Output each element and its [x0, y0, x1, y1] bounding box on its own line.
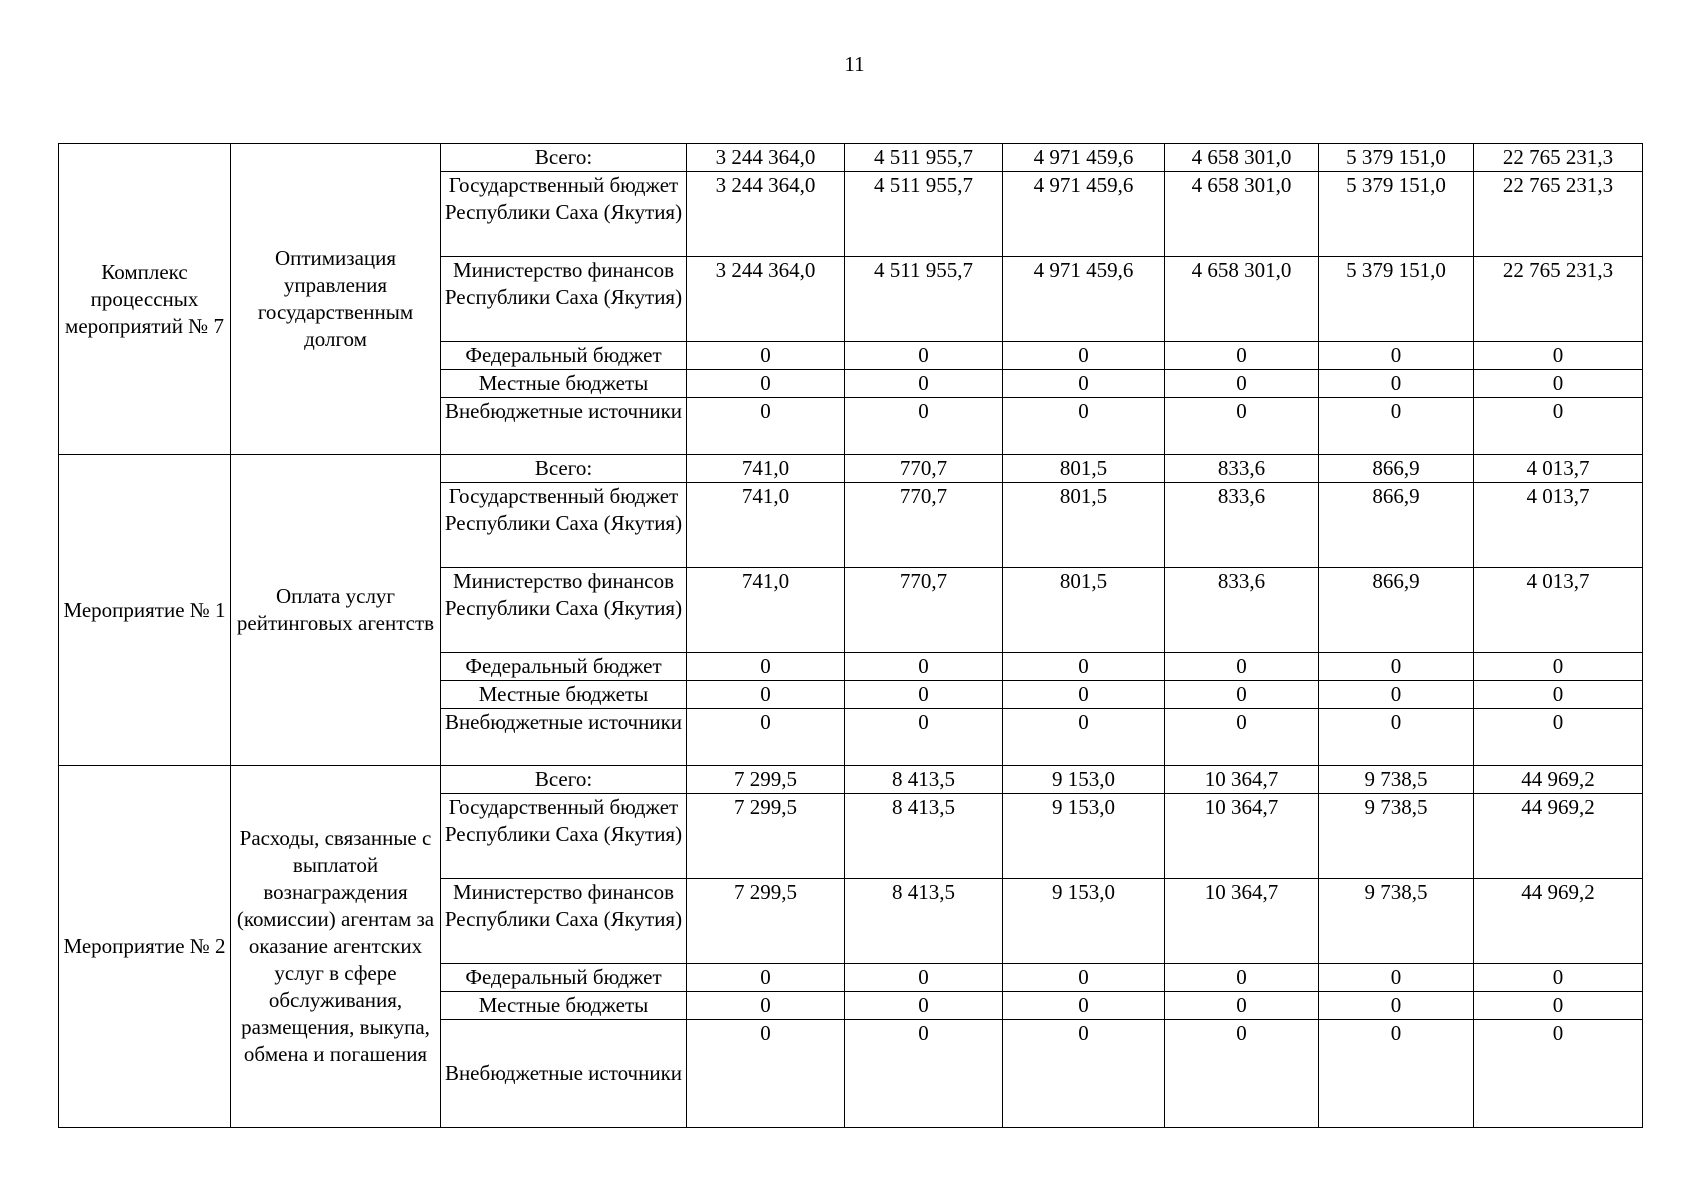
total-value-cell: 22 765 231,3	[1474, 257, 1643, 342]
year-value-cell: 0	[1165, 370, 1319, 398]
total-value-cell: 44 969,2	[1474, 879, 1643, 964]
table-row	[59, 766, 1643, 794]
total-value-cell: 4 013,7	[1474, 483, 1643, 568]
program-cell: Мероприятие № 2	[59, 766, 231, 1128]
year-value-cell: 0	[845, 342, 1003, 370]
year-value-cell: 0	[845, 370, 1003, 398]
total-value-cell: 0	[1474, 681, 1643, 709]
year-value-cell: 8 413,5	[845, 766, 1003, 794]
year-value-cell: 4 658 301,0	[1165, 144, 1319, 172]
year-value-cell: 801,5	[1003, 483, 1165, 568]
total-value-cell: 0	[1474, 370, 1643, 398]
year-value-cell: 0	[1003, 681, 1165, 709]
year-value-cell: 0	[1003, 342, 1165, 370]
year-value-cell: 833,6	[1165, 568, 1319, 653]
total-value-cell: 22 765 231,3	[1474, 172, 1643, 257]
page-number-text: 11	[844, 52, 865, 76]
year-value-cell: 7 299,5	[687, 766, 845, 794]
year-value-cell: 770,7	[845, 455, 1003, 483]
funding-source-cell: Внебюджетные источники	[441, 398, 687, 455]
year-value-cell: 0	[687, 964, 845, 992]
year-value-cell: 0	[845, 992, 1003, 1020]
year-value-cell: 4 511 955,7	[845, 257, 1003, 342]
year-value-cell: 833,6	[1165, 483, 1319, 568]
year-value-cell: 0	[1319, 709, 1474, 766]
year-value-cell: 4 511 955,7	[845, 172, 1003, 257]
program-cell: Мероприятие № 1	[59, 455, 231, 766]
year-value-cell: 0	[1165, 681, 1319, 709]
year-value-cell: 0	[1319, 964, 1474, 992]
year-value-cell: 741,0	[687, 455, 845, 483]
year-value-cell: 741,0	[687, 483, 845, 568]
year-value-cell: 866,9	[1319, 455, 1474, 483]
total-value-cell: 44 969,2	[1474, 794, 1643, 879]
total-value-cell: 4 013,7	[1474, 568, 1643, 653]
year-value-cell: 801,5	[1003, 568, 1165, 653]
year-value-cell: 0	[687, 398, 845, 455]
total-value-cell: 0	[1474, 398, 1643, 455]
year-value-cell: 10 364,7	[1165, 879, 1319, 964]
year-value-cell: 770,7	[845, 568, 1003, 653]
total-value-cell: 0	[1474, 709, 1643, 766]
year-value-cell: 5 379 151,0	[1319, 172, 1474, 257]
year-value-cell: 7 299,5	[687, 794, 845, 879]
year-value-cell: 9 738,5	[1319, 766, 1474, 794]
year-value-cell: 0	[845, 398, 1003, 455]
program-cell: Комплекс процессных мероприятий № 7	[59, 144, 231, 455]
funding-source-cell: Местные бюджеты	[441, 992, 687, 1020]
year-value-cell: 0	[687, 681, 845, 709]
year-value-cell: 0	[1319, 992, 1474, 1020]
funding-source-cell: Государственный бюджет Республики Саха (Якутия)	[441, 794, 687, 879]
year-value-cell: 0	[845, 964, 1003, 992]
year-value-cell: 0	[1319, 342, 1474, 370]
year-value-cell: 9 153,0	[1003, 794, 1165, 879]
total-value-cell: 0	[1474, 1020, 1643, 1128]
funding-source-cell: Федеральный бюджет	[441, 964, 687, 992]
year-value-cell: 741,0	[687, 568, 845, 653]
year-value-cell: 3 244 364,0	[687, 257, 845, 342]
activity-title-cell: Оплата услуг рейтинговых агентств	[231, 455, 441, 766]
total-value-cell: 4 013,7	[1474, 455, 1643, 483]
table-row	[59, 144, 1643, 172]
year-value-cell: 0	[1319, 370, 1474, 398]
funding-source-cell: Внебюджетные источники	[441, 709, 687, 766]
year-value-cell: 4 511 955,7	[845, 144, 1003, 172]
budget-table	[58, 143, 1643, 1128]
year-value-cell: 0	[1003, 653, 1165, 681]
year-value-cell: 0	[1165, 342, 1319, 370]
year-value-cell: 3 244 364,0	[687, 172, 845, 257]
year-value-cell: 801,5	[1003, 455, 1165, 483]
year-value-cell: 0	[687, 1020, 845, 1128]
funding-source-cell: Министерство финансов Республики Саха (Якутия)	[441, 568, 687, 653]
year-value-cell: 0	[845, 653, 1003, 681]
year-value-cell: 0	[1003, 398, 1165, 455]
funding-source-cell: Внебюджетные источники	[441, 1020, 687, 1128]
year-value-cell: 0	[1165, 653, 1319, 681]
year-value-cell: 0	[687, 342, 845, 370]
activity-title-cell: Расходы, связанные с выплатой вознаграждения (комиссии) агентам за оказание агентских услуг в сфере обслуживания, размещения, выкупа, обмена и погашения	[231, 766, 441, 1128]
year-value-cell: 866,9	[1319, 483, 1474, 568]
year-value-cell: 10 364,7	[1165, 794, 1319, 879]
year-value-cell: 0	[1003, 964, 1165, 992]
year-value-cell: 0	[1165, 709, 1319, 766]
year-value-cell: 8 413,5	[845, 879, 1003, 964]
year-value-cell: 8 413,5	[845, 794, 1003, 879]
funding-source-cell: Государственный бюджет Республики Саха (Якутия)	[441, 483, 687, 568]
year-value-cell: 833,6	[1165, 455, 1319, 483]
year-value-cell: 9 153,0	[1003, 879, 1165, 964]
year-value-cell: 0	[1319, 398, 1474, 455]
year-value-cell: 4 971 459,6	[1003, 144, 1165, 172]
funding-source-cell: Государственный бюджет Республики Саха (Якутия)	[441, 172, 687, 257]
year-value-cell: 9 738,5	[1319, 794, 1474, 879]
year-value-cell: 5 379 151,0	[1319, 257, 1474, 342]
year-value-cell: 0	[687, 653, 845, 681]
year-value-cell: 0	[1003, 992, 1165, 1020]
activity-title-cell: Оптимизация управления государственным долгом	[231, 144, 441, 455]
total-value-cell: 0	[1474, 964, 1643, 992]
year-value-cell: 4 658 301,0	[1165, 172, 1319, 257]
year-value-cell: 0	[1165, 1020, 1319, 1128]
funding-source-cell: Министерство финансов Республики Саха (Якутия)	[441, 257, 687, 342]
year-value-cell: 0	[1003, 370, 1165, 398]
year-value-cell: 0	[1003, 1020, 1165, 1128]
year-value-cell: 0	[687, 370, 845, 398]
year-value-cell: 7 299,5	[687, 879, 845, 964]
funding-source-cell: Министерство финансов Республики Саха (Якутия)	[441, 879, 687, 964]
year-value-cell: 0	[687, 992, 845, 1020]
budget-table-body	[59, 144, 1643, 1128]
year-value-cell: 0	[687, 709, 845, 766]
funding-source-cell: Федеральный бюджет	[441, 342, 687, 370]
year-value-cell: 0	[845, 681, 1003, 709]
year-value-cell: 0	[845, 1020, 1003, 1128]
funding-source-cell: Федеральный бюджет	[441, 653, 687, 681]
year-value-cell: 0	[1319, 1020, 1474, 1128]
total-value-cell: 0	[1474, 342, 1643, 370]
total-value-cell: 44 969,2	[1474, 766, 1643, 794]
year-value-cell: 9 738,5	[1319, 879, 1474, 964]
total-value-cell: 0	[1474, 992, 1643, 1020]
year-value-cell: 4 971 459,6	[1003, 257, 1165, 342]
year-value-cell: 770,7	[845, 483, 1003, 568]
year-value-cell: 10 364,7	[1165, 766, 1319, 794]
total-value-cell: 22 765 231,3	[1474, 144, 1643, 172]
total-value-cell: 0	[1474, 653, 1643, 681]
table-row	[59, 455, 1643, 483]
year-value-cell: 0	[1165, 964, 1319, 992]
year-value-cell: 0	[1319, 681, 1474, 709]
funding-source-cell: Всего:	[441, 144, 687, 172]
page-number	[0, 52, 1697, 76]
funding-source-cell: Всего:	[441, 455, 687, 483]
year-value-cell: 4 658 301,0	[1165, 257, 1319, 342]
funding-source-cell: Местные бюджеты	[441, 681, 687, 709]
funding-source-cell: Местные бюджеты	[441, 370, 687, 398]
year-value-cell: 0	[1319, 653, 1474, 681]
year-value-cell: 0	[845, 709, 1003, 766]
year-value-cell: 0	[1003, 709, 1165, 766]
year-value-cell: 9 153,0	[1003, 766, 1165, 794]
year-value-cell: 0	[1165, 398, 1319, 455]
year-value-cell: 866,9	[1319, 568, 1474, 653]
year-value-cell: 3 244 364,0	[687, 144, 845, 172]
funding-source-cell: Всего:	[441, 766, 687, 794]
year-value-cell: 4 971 459,6	[1003, 172, 1165, 257]
year-value-cell: 5 379 151,0	[1319, 144, 1474, 172]
year-value-cell: 0	[1165, 992, 1319, 1020]
